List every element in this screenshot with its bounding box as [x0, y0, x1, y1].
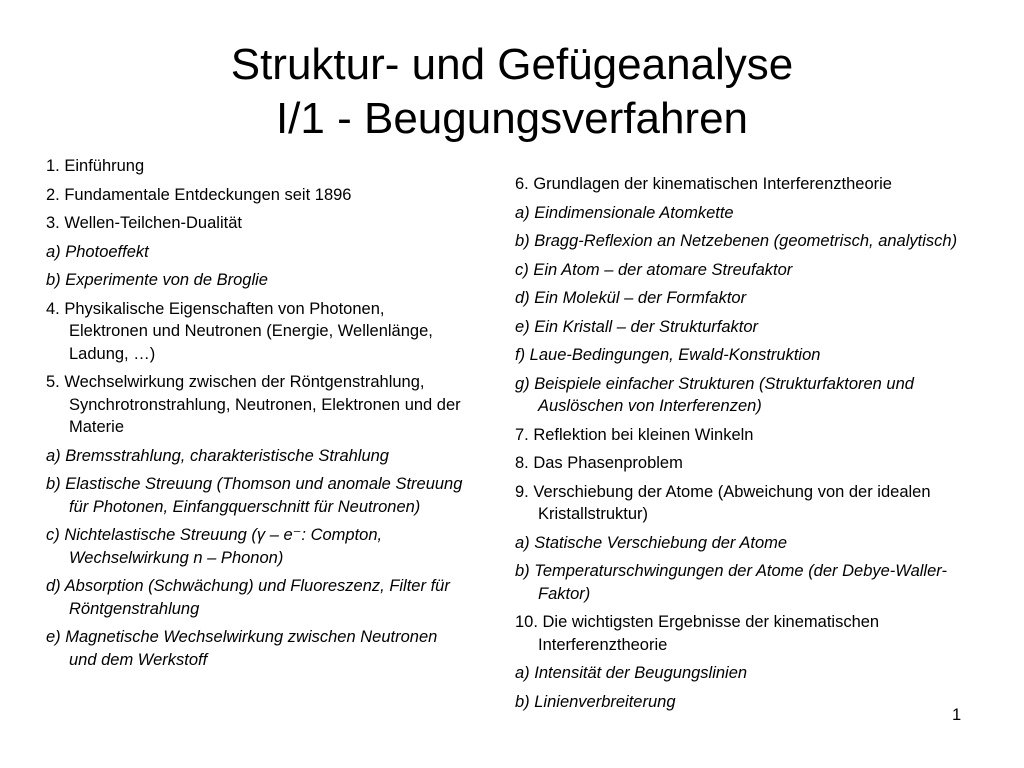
- outline-item: 6. Grundlagen der kinematischen Interferenztheorie: [515, 175, 892, 193]
- outline-item: a) Statische Verschiebung der Atome: [515, 533, 788, 552]
- outline-item: a) Photoeffekt: [46, 242, 149, 261]
- outline-item: e) Ein Kristall – der Strukturfaktor: [515, 317, 759, 336]
- outline-item: 1. Einführung: [46, 157, 145, 175]
- outline-item: b) Experimente von de Broglie: [46, 271, 268, 289]
- outline-item: 8. Das Phasenproblem: [515, 454, 683, 472]
- outline-item: c) Nichtelastische Streuung (γ – e⁻: Compton, Wechselwirkung n – Phonon): [46, 526, 383, 567]
- outline-item: 5. Wechselwirkung zwischen der Röntgenstrahlung, Synchrotronstrahlung, Neutronen, Elektronen und der Materie: [46, 373, 461, 436]
- title-line-1: Struktur- und Gefügeanalyse: [230, 40, 794, 89]
- outline-item: 3. Wellen-Teilchen-Dualität: [46, 214, 242, 232]
- outline-item: 7. Reflektion bei kleinen Winkeln: [515, 425, 754, 444]
- outline-item: f) Laue-Bedingungen, Ewald-Konstruktion: [515, 346, 821, 364]
- outline-item: b) Temperaturschwingungen der Atome (der Debye-Waller-Faktor): [515, 562, 947, 603]
- outline-item: d) Absorption (Schwächung) und Fluoreszenz, Filter für Röntgenstrahlung: [46, 577, 450, 618]
- title-line-2: I/1 - Beugungsverfahren: [275, 94, 749, 143]
- page-number: 1: [952, 706, 962, 724]
- outline-item: d) Ein Molekül – der Formfaktor: [515, 289, 747, 307]
- outline-item: 9. Verschiebung der Atome (Abweichung von der idealen Kristallstruktur): [515, 482, 931, 523]
- outline-item: a) Eindimensionale Atomkette: [515, 203, 734, 222]
- slide-title: [0, 38, 1024, 146]
- outline-item: a) Intensität der Beugungslinien: [515, 664, 748, 682]
- outline-item: g) Beispiele einfacher Strukturen (Strukturfaktoren und Auslöschen von Interferenzen): [515, 374, 914, 415]
- outline-item: a) Bremsstrahlung, charakteristische Strahlung: [46, 446, 389, 465]
- outline-item: b) Linienverbreiterung: [515, 692, 676, 711]
- left-outline-column: [46, 155, 466, 677]
- outline-item: 2. Fundamentale Entdeckungen seit 1896: [46, 185, 352, 204]
- outline-item: b) Bragg-Reflexion an Netzebenen (geometrisch, analytisch): [515, 232, 958, 250]
- outline-item: e) Magnetische Wechselwirkung zwischen Neutronen und dem Werkstoff: [46, 628, 438, 669]
- outline-item: 4. Physikalische Eigenschaften von Photonen, Elektronen und Neutronen (Energie, Wellenlänge, Ladung, …): [46, 299, 433, 363]
- outline-item: b) Elastische Streuung (Thomson und anomale Streuung für Photonen, Einfangquerschnitt für Neutronen): [46, 475, 463, 516]
- outline-item: 10. Die wichtigsten Ergebnisse der kinematischen Interferenztheorie: [515, 613, 880, 654]
- right-outline-column: [515, 173, 995, 719]
- outline-item: c) Ein Atom – der atomare Streufaktor: [515, 260, 793, 279]
